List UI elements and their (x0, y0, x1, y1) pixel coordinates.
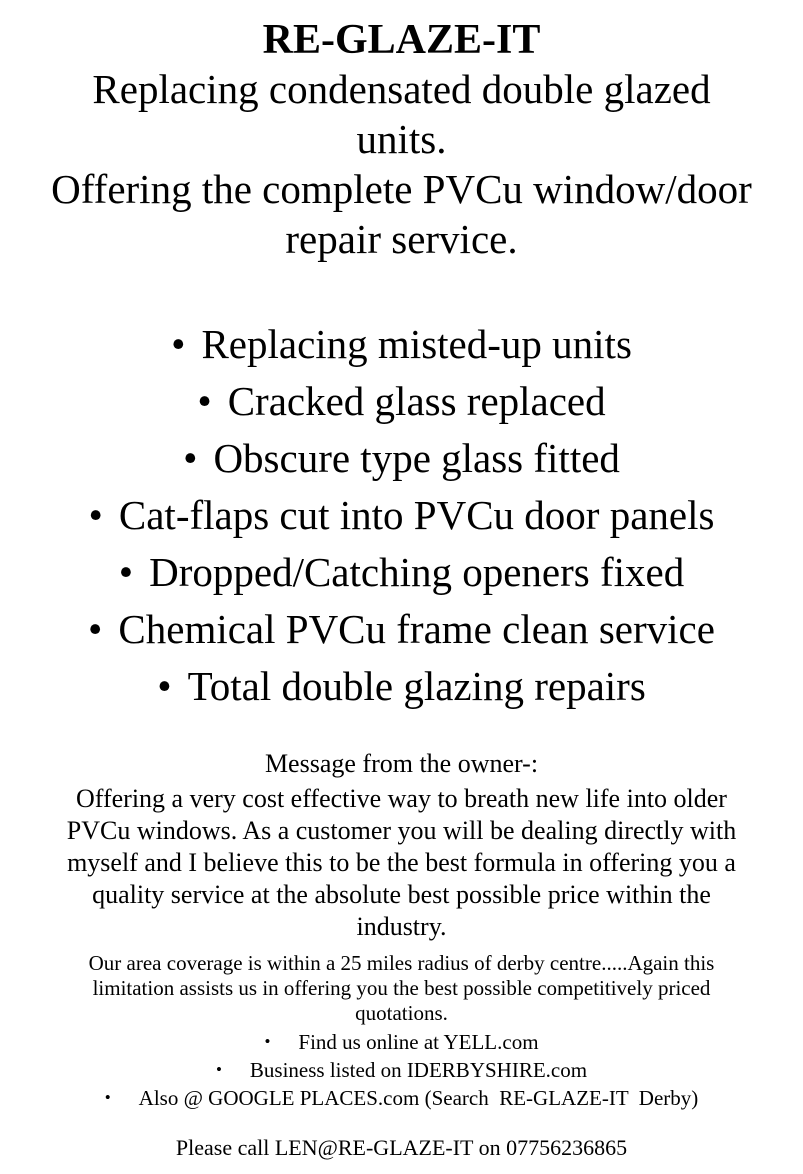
owner-message-line: industry. (356, 912, 447, 941)
service-item (0, 373, 803, 430)
headline-line: Replacing condensated double glazed (92, 66, 711, 112)
coverage-line: quotations. (355, 1001, 448, 1025)
listings-list (0, 1028, 803, 1112)
service-label: Chemical PVCu frame clean service (118, 606, 715, 652)
coverage-line: limitation assists us in offering you the best possible competitively priced (92, 976, 711, 1000)
bullet-icon: • (215, 1060, 222, 1079)
listing-item (0, 1028, 803, 1056)
bullet-icon: • (197, 378, 212, 424)
headline-line: units. (356, 116, 447, 162)
listing-label: Find us online at YELL.com (298, 1030, 539, 1054)
service-item (0, 316, 803, 373)
coverage-paragraph (0, 951, 803, 1026)
listing-item (0, 1084, 803, 1112)
service-label: Dropped/Catching openers fixed (149, 549, 685, 595)
service-item (0, 658, 803, 715)
bullet-icon: • (88, 606, 103, 652)
owner-message-heading: Message from the owner-: (264, 749, 539, 778)
headline-line: Offering the complete PVCu window/door (51, 166, 752, 212)
bullet-icon: • (118, 549, 134, 595)
bullet-icon: • (157, 663, 172, 709)
listing-item (0, 1056, 803, 1084)
service-label: Total double glazing repairs (187, 663, 646, 709)
listing-label: Business listed on IDERBYSHIRE.com (249, 1058, 588, 1082)
bullet-icon: • (104, 1088, 111, 1107)
coverage-line: Our area coverage is within a 25 miles radius of derby centre.....Again this (88, 951, 715, 975)
owner-message (0, 783, 803, 943)
service-item (0, 430, 803, 487)
call-to-action: Please call LEN@RE-GLAZE-IT on 07756236865 (175, 1135, 628, 1160)
headline-line: repair service. (285, 216, 518, 262)
services-list (0, 316, 803, 715)
service-label: Cat-flaps cut into PVCu door panels (118, 492, 715, 538)
owner-message-line: Offering a very cost effective way to breath new life into older (76, 784, 727, 813)
bullet-icon: • (88, 492, 103, 538)
service-label: Obscure type glass fitted (213, 435, 620, 481)
service-label: Cracked glass replaced (227, 378, 606, 424)
bullet-icon: • (183, 435, 198, 481)
service-item (0, 544, 803, 601)
service-item (0, 601, 803, 658)
owner-message-line: myself and I believe this to be the best formula in offering you a (67, 848, 736, 877)
owner-message-line: quality service at the absolute best possible price within the (92, 880, 711, 909)
service-label: Replacing misted-up units (201, 321, 632, 367)
listing-label: Also @ GOOGLE PLACES.com (Search RE-GLAZE-IT Derby) (138, 1086, 699, 1110)
service-item (0, 487, 803, 544)
owner-message-line: PVCu windows. As a customer you will be dealing directly with (66, 816, 737, 845)
bullet-icon: • (264, 1032, 271, 1051)
bullet-icon: • (171, 321, 186, 367)
headline (0, 64, 803, 264)
page-title: RE-GLAZE-IT (262, 17, 541, 63)
